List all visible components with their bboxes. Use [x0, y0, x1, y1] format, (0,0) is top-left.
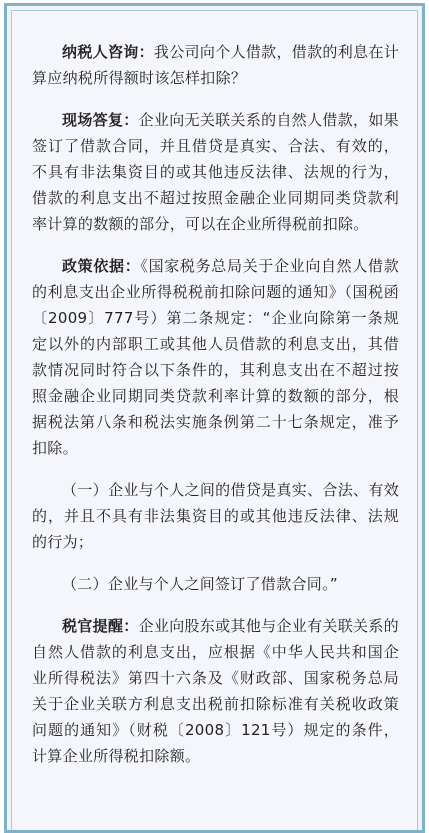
reminder-text: 企业向股东或其他与企业有关联关系的自然人借款的利息支出，应根据《中华人民共和国企业所得税法》第四十六条及《财政部、国家税务总局关于企业关联方利息支出税前扣除标准有关税收政策问题的通知》（财税〔2008〕121号）规定的条件，计算企业所得税扣除额。 [32, 617, 399, 765]
article-body [32, 39, 399, 785]
question-text: 我公司向个人借款，借款的利息在计算应纳税所得额时该怎样扣除？ [32, 43, 399, 87]
condition-1-paragraph: （一）企业与个人之间的借贷是真实、合法、有效的，并且不具有非法集资目的或其他违反法律、法规的行为； [32, 481, 399, 551]
question-label: 纳税人咨询： [62, 43, 154, 61]
content-panel [11, 10, 418, 830]
reminder-label: 税官提醒： [62, 617, 139, 635]
condition-2-paragraph: （二）企业与个人之间签订了借款合同。” [62, 575, 338, 593]
reminder-paragraph [32, 613, 399, 769]
page-frame [4, 3, 425, 833]
basis-label: 政策依据： [62, 257, 141, 275]
basis-text: 《国家税务总局关于企业向自然人借款的利息支出企业所得税税前扣除问题的通知》（国税函〔2009〕777号）第二条规定：“企业向除第一条规定以外的内部职工或其他人员借款的利息支出，其借款情况同时符合以下条件的，其利息支出在不超过按照金融企业同期同类贷款利率计算的数额的部分，根据税法第八条和税法实施条例第二十七条规定，准予扣除。 [32, 257, 399, 457]
basis-paragraph [32, 253, 399, 461]
answer-text: 企业向无关联关系的自然人借款，如果签订了借款合同，并且借贷是真实、合法、有效的，不具有非法集资目的或其他违反法律、法规的行为，借款的利息支出不超过按照金融企业同期同类贷款利率计算的数额的部分，可以在企业所得税前扣除。 [32, 111, 399, 233]
question-paragraph [32, 39, 399, 91]
answer-paragraph [32, 107, 399, 237]
answer-label: 现场答复： [62, 111, 139, 129]
